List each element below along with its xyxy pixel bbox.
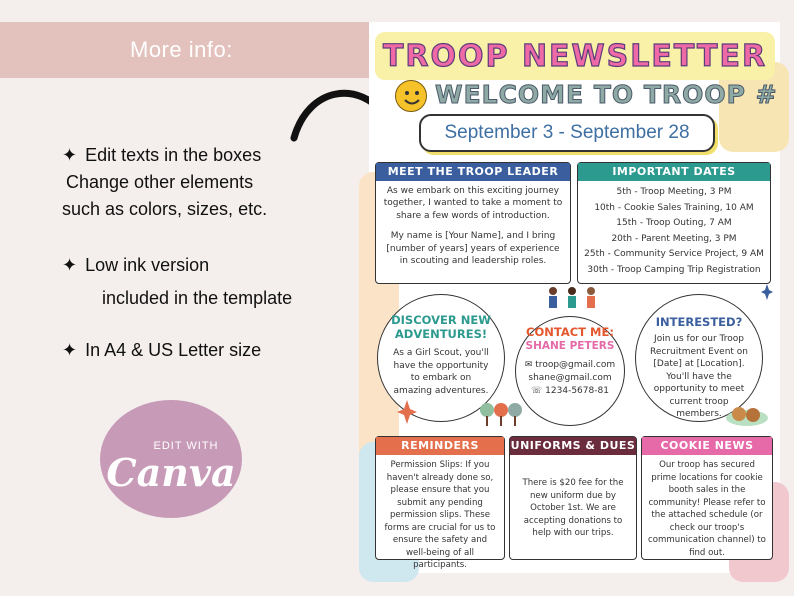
contact-name: SHANE PETERS: [525, 340, 615, 352]
important-dates-header: IMPORTANT DATES: [578, 163, 770, 181]
contact-phone[interactable]: 1234-5678-81: [545, 386, 609, 396]
scouts-illustration-icon: [539, 286, 605, 316]
canva-logo: Canva: [106, 450, 236, 495]
discover-header-line2: ADVENTURES!: [394, 327, 488, 341]
contact-email2[interactable]: shane@gmail.com: [528, 373, 612, 383]
newsletter-preview[interactable]: [369, 22, 780, 573]
more-info-banner: [0, 22, 370, 78]
date-item: 20th - Parent Meeting, 3 PM: [611, 233, 737, 244]
reminders-header: REMINDERS: [376, 437, 504, 455]
interested-header: INTERESTED?: [655, 315, 743, 329]
edit-with-label: EDIT WITH: [153, 440, 219, 452]
leader-bio: My name is [Your Name], and I bring [number of years] years of experience in scouting and leadership roles.: [386, 231, 560, 267]
date-item: 30th - Troop Camping Trip Registration: [587, 264, 761, 275]
leader-box: [375, 162, 571, 284]
sparkle-icon: ✦: [62, 255, 78, 275]
leader-intro: As we embark on this exciting journey together, I wanted to take a moment to share a few words of introduction.: [383, 186, 563, 221]
sparkle-icon: ✦: [62, 145, 78, 165]
date-range: September 3 - September 28: [419, 114, 715, 152]
reminders-box: [375, 436, 505, 570]
feature-sizes: ✦ In A4 & US Letter size: [62, 340, 262, 360]
feature-edit-texts: ✦ Edit texts in the boxes Change other elements such as colors, sizes, etc.: [62, 145, 268, 219]
uniforms-header: UNIFORMS & DUES: [510, 437, 636, 455]
sparkle-icon: ✦: [62, 340, 78, 360]
feature-low-ink: ✦ Low ink version included in the template: [62, 255, 293, 308]
sparkle-icon: [397, 400, 417, 424]
important-dates-box: [577, 162, 771, 284]
date-item: 25th - Community Service Project, 9 AM: [584, 249, 764, 259]
banner-label: More info:: [130, 37, 233, 62]
phone-icon: ☏: [531, 386, 546, 396]
discover-header-line1: DISCOVER NEW: [391, 313, 491, 327]
uniforms-box: [509, 436, 637, 560]
date-item: 15th - Troop Outing, 7 AM: [616, 218, 732, 228]
uniforms-body: There is $20 fee for the new uniform due by October 1st. We are accepting donations to help with our trips.: [522, 478, 624, 538]
smiley-icon: [395, 80, 427, 112]
newsletter-title: TROOP NEWSLETTER: [382, 38, 768, 74]
leader-header: MEET THE TROOP LEADER: [376, 163, 570, 181]
contact-email1[interactable]: troop@gmail.com: [535, 360, 616, 370]
date-item: 5th - Troop Meeting, 3 PM: [616, 187, 732, 197]
newsletter-title-box: [375, 32, 775, 80]
reminders-body: Permission Slips: If you haven't already done so, please ensure that you submit any pending permission slips. These forms are crucial for us to ensure the safety and well-being of all participants.: [384, 460, 496, 570]
cookie-news-body: Our troop has secured prime locations for cookie booth sales in the community! Please refer to the attached schedule (or check our troop's communication channel) to find out.: [648, 460, 766, 558]
discover-body: As a Girl Scout, you'll have the opportunity to embark on amazing adventures.: [393, 348, 489, 396]
interested-circle: [635, 294, 763, 422]
cookies-icon: [725, 404, 769, 426]
edit-with-canva-badge[interactable]: [100, 400, 242, 518]
cookie-news-box: [641, 436, 773, 560]
cookie-news-header: COOKIE NEWS: [642, 437, 772, 455]
trees-icon: [479, 400, 525, 428]
contact-header: CONTACT ME:: [526, 325, 614, 339]
contact-circle: [515, 316, 625, 426]
sparkle-icon: [761, 284, 773, 300]
welcome-heading: WELCOME TO TROOP #: [435, 80, 778, 109]
date-item: 10th - Cookie Sales Training, 10 AM: [594, 202, 754, 213]
mail-icon: ✉: [524, 360, 536, 370]
interested-body: Join us for our Troop Recruitment Event on [Date] at [Location]. You'll have the opportunity to meet current troop members.: [649, 334, 749, 419]
